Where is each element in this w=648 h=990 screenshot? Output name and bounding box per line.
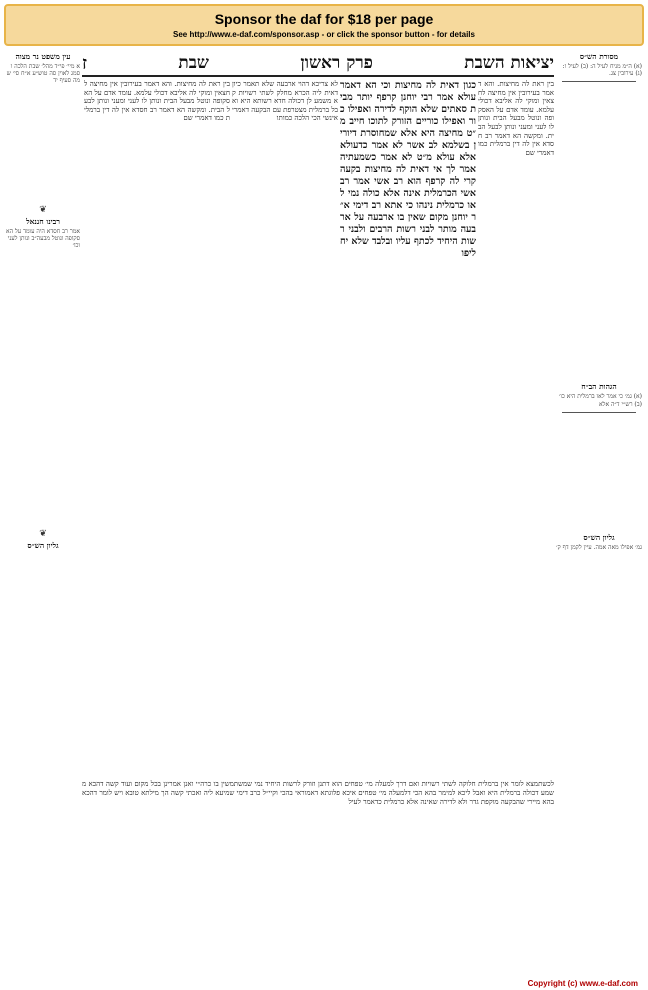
tosafot-right-text: בין ראת לה מחיצות. והא דאמר בעירובין אין מחיצה לחצאין ומוקי לה אליבא דכולי עלמא. עומד אדם על האסקופה ונוטל מבעל הבית ונותן לו לעני ומעני ונותן לבעל הבית. ומקשה הא דאמר רב חסדא אין לה דין ברמלית כמו דאמרי שם [478, 80, 554, 157]
ein-mishpat-text: א מיי׳ פי״ד מהל׳ שבת הלכה ו סמג לאוין סה טוש״ע א״ח סי׳ שמה סעיף יד [6, 63, 80, 85]
gilyon-hashas-text: גמ׳ אפילו מאה אמה. עיין לקמן דף ק׳ [556, 543, 642, 551]
ornament-divider: ❦ [39, 204, 47, 215]
header-daf-number: ז [82, 52, 88, 74]
bottom-commentary [82, 780, 554, 978]
gilyon-hashas-title: גליון הש״ס [583, 532, 615, 542]
rabbeinu-chananel-title: רבינו חננאל [26, 216, 60, 226]
sponsor-banner-title: Sponsor the daf for $18 per page [214, 11, 434, 27]
sponsor-banner-subtitle: See http://www.e-daf.com/sponsor.asp - or click the sponsor button - for details [173, 30, 475, 39]
masoret-hashas-title: מסורת הש״ס [579, 52, 619, 61]
tosafot-right-column [478, 80, 554, 766]
rashi-text: לא צריכא דהוי ארבעה שלא תאמר כיון דאית ליה הכרא מחלק לשתי רשויות קא משמע לן דכולה חדא רשותא היא ואבל ברמלית מצטרפת עם הבקעה דאמרי אינשי הכי הלכה כמותו [232, 80, 338, 123]
margin-divider [562, 412, 636, 413]
right-margin-notes [556, 50, 642, 982]
sponsor-banner[interactable] [4, 4, 644, 46]
left-margin-notes [6, 50, 80, 982]
gilyon-hashas-left-title: גליון הש״ס [27, 541, 59, 551]
gemara-column [340, 80, 476, 766]
header-chapter: יציאות השבת [464, 53, 554, 73]
ornament-divider: ❦ [39, 529, 47, 540]
rashi-column [232, 80, 338, 766]
ein-mishpat-title: עין משפט נר מצוה [15, 52, 71, 61]
margin-divider [562, 81, 636, 82]
talmud-page [6, 50, 642, 982]
hagahot-habach-text: (א) גמ׳ כי אמר לאו ברמלית היא כו׳ (ב) רש״י ד״ה אלא [558, 393, 642, 408]
header-tractate: שבת [178, 53, 209, 73]
bottom-commentary-text: לכשתמצא לומר אין ברמלית חלוקה לשתי רשויות ואם דרך למעלה מי׳ טפחים הוא דתנן וזורק לרשות היחיד נמי שמשתמשין בו כרה״י ואנן אמרינן בכל מקום ועוד קשה דהכא משמע דכולה ברמלית היא ואבל ליכא למימר בהא הכי דלמעלה מי׳ טפחים איכא פלוגתא דאמוראי בהכי וקיי״ל כרב דימי שמיעא ליה ואכתי קשה הך מילתא טובא ויש לומר דהכא בהא מיירי שהבקעה מוקפת גדר ולא לדירה שאינה אלא כרמלית כדאמר לעיל [82, 780, 554, 806]
header-perek: פרק ראשון [300, 53, 373, 73]
page-header [82, 52, 554, 74]
commentary-left-text: בין ראת לה מחיצות. והא דאמר בעירובין אין מחיצה לחצאין ומוקי לה אליבא דכולי עלמא. עומד אדם על האסקופה ונוטל מבעל הבית ונותן לו לעני ומעני ונותן לבעל הבית. ומקשה הא דאמר רב חסדא אין לה דין ברמלית כמו דאמרי שם [84, 80, 230, 123]
commentary-left-column [84, 80, 230, 766]
copyright-footer[interactable]: Copyright (c) www.e-daf.com [527, 979, 638, 988]
gemara-text: כגון דאית לה מחיצות וכי הא דאמר עולא אמר רבי יוחנן קרפף יותר מבית סאתים שלא הוקף לדירה ואפילו כור ואפילו כוריים הזורק לתוכו חייב מ״ט מחיצה היא אלא שמחוסרת דיורין בשלמא לב אשר לא אמר כדעולא אלא עולא מ״ט לא אמר כשמעתיה אמר לך אי דאית לה מחיצות בקעה קרי לה קרפף הוא רב אשי אמר רב אשי הכרמלית אינה אלא כולה נמי לאו כרמלית נינהו כי אתא רב דימי א״ר יוחנן מקום שאין בו ארבעה על ארבעה מותר לבני רשות הרבים ולבני רשות היחיד לכתף עליו ובלבד שלא יחליפו [340, 80, 476, 259]
rabbeinu-chananel-text: אמר רב חסדא היה עומד על האסקופה ונוטל מבעה״ב ונותן לעני וכו׳ [6, 227, 80, 250]
header-rule [82, 75, 554, 77]
masoret-hashas-text: (א) ה״מ מניח לעיל ה: (ב) לעיל ו: (ג) עירובין צג. [562, 63, 642, 78]
hagahot-habach-title: הגהות הב״ח [581, 382, 617, 392]
